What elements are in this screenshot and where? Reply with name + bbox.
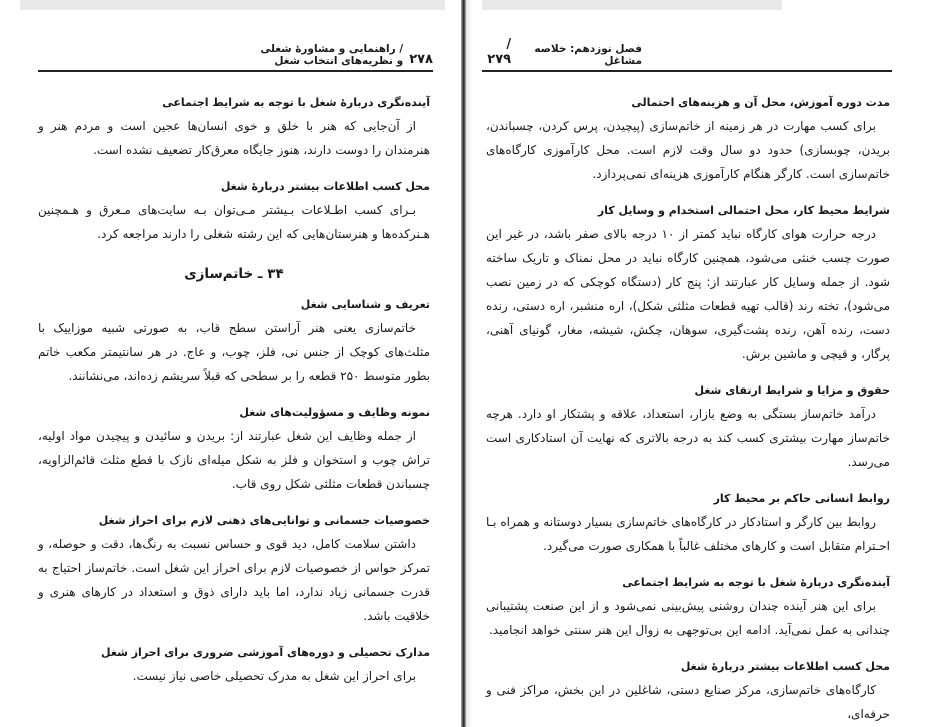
running-title: فصل نوزدهم: خلاصه مشاغل [534, 43, 642, 67]
running-title: / راهنمایی و مشاورهٔ شغلی و نظریه‌های انتخاب شغل [260, 43, 404, 67]
header-rule [38, 70, 433, 72]
section-heading: آینده‌نگری دربارهٔ شغل با توجه به شرایط اجتماعی [162, 96, 430, 109]
section-heading: خصوصیات جسمانی و توانایی‌های ذهنی لازم برای احراز شغل [98, 514, 430, 527]
chapter-title: ۳۴ ـ خاتم‌سازی [184, 266, 284, 282]
section-body: از آن‌جایی که هنر با خلق و خوی انسان‌ها عجین است و مردم هنر و هنرمندان را دوست دارند، هنوز جایگاه معرق‌کار تضعیف نشده است. [38, 119, 430, 157]
section-heading: روابط انسانی حاکم بر محیط کار [713, 492, 890, 505]
scan-edge [482, 0, 782, 10]
header-rule [482, 70, 892, 72]
section-body: روابط بین کارگر و استادکار در کارگاه‌های خاتم‌سازی بسیار دوستانه و همراه بـا احـترام متقابل است و کارهای مختلف غالباً با همکاری صورت می‌گیرد. [486, 515, 890, 553]
left-page-content [38, 92, 430, 688]
section-heading: محل کسب اطلاعات بیشتر دربارهٔ شغل [680, 660, 890, 673]
section-heading: مدت دوره آموزش، محل آن و هزینه‌های احتمالی [631, 96, 890, 109]
left-page [0, 0, 461, 727]
section-body: برای این هنر آینده چندان روشنی پیش‌بینی نمی‌شود و از این صنعت پشتیبانی چندانی به عمل نمی‌آید. ادامه این بی‌توجهی به زوال این هنر سنتی خواهد انجامید. [486, 599, 890, 637]
left-page-header [253, 43, 433, 67]
section-heading: محل کسب اطلاعات بیشتر دربارهٔ شغل [220, 180, 430, 193]
section-heading: تعریف و شناسایی شغل [300, 298, 430, 311]
section-body: درجه حرارت هوای کارگاه نباید کمتر از ۱۰ درجه بالای صفر باشد، در غیر این صورت چسب خنثی می‌شود، همچنین کارگاه نباید در محل نمناک و تاریک ساخته شود. از جمله وسایل کار عبارتند از: پنج کار (دستگاه کوچکی که در زمین نصب می‌شود)، تخته رند (قالب تهیه قطعات مثلثی شکل)، اره منشبر، اره دستی، رنده دست، رنده آهن، رنده پشت‌گیری، سوهان، چکش، شیشه، مغار، گونیای آهنی، پرگار، و قیچی و ماشین برش. [486, 227, 890, 361]
section-heading: شرایط محیط کار، محل احتمالی استخدام و وسایل کار [597, 204, 890, 217]
section-heading: آینده‌نگری دربارهٔ شغل با توجه به شرایط اجتماعی [622, 576, 890, 589]
section-body: درآمد خاتم‌ساز بستگی به وضع بازار، استعداد، علاقه و پشتکار او دارد. هرچه خاتم‌ساز مهارت بیشتری کسب کند به درجه بالاتری که نهایت آن استادکاری است می‌رسد. [486, 407, 890, 469]
right-page-header [482, 37, 642, 67]
section-body: برای کسب مهارت در هر زمینه از خاتم‌سازی (پیچیدن، پرس کردن، چسباندن، بریدن، چوبسازی) حدود دو سال وقت لازم است. محل کارآموزی کارگاه‌های خاتم‌سازی است. کارگر هنگام کارآموزی هزینه‌ای نمی‌پردازد. [486, 119, 890, 181]
section-body: از جمله وظایف این شغل عبارتند از: بریدن و سائیدن و پیچیدن مواد اولیه، تراش چوب و استخوان و فلز به شکل میله‌ای نازک با قطع مثلث قائم‌الزاویه، چسباندن قطعات مثلثی شکل روی قاب. [38, 429, 430, 491]
page-number: / ۲۷۹ [487, 37, 512, 67]
section-body: برای احراز این شغل به مدرک تحصیلی خاصی نیاز نیست. [132, 669, 416, 683]
section-heading: مدارک تحصیلی و دوره‌های آموزشی ضروری برای احراز شغل [101, 646, 430, 659]
section-body: کارگاه‌های خاتم‌سازی، مرکز صنایع دستی، شاغلین در این بخش، مراکز فنی و حرفه‌ای، [486, 683, 890, 721]
right-page [472, 0, 937, 727]
right-page-content [486, 92, 890, 726]
page-number: ۲۷۸ [409, 52, 433, 67]
section-body: بـرای کسب اطـلاعات بـیشتر مـی‌توان بـه سایت‌های مـعرق و هـمچنین هـنرکده‌ها و هنرستان‌هایی که این رشته شغلی را دارند مراجعه کرد. [38, 203, 430, 241]
section-body: داشتن سلامت کامل، دید قوی و حساس نسبت به رنگ‌ها، دقت و حوصله، و تمرکز حواس از خصوصیات لازم برای احراز این شغل است. خاتم‌ساز احتیاج به قدرت جسمانی زیاد ندارد، اما باید دارای ذوق و استعداد در کارهای هنری و خلاقیت باشد. [38, 537, 430, 623]
section-heading: نمونه وظایف و مسؤولیت‌های شغل [239, 406, 430, 419]
section-heading: حقوق و مزایا و شرایط ارتقای شغل [694, 384, 890, 397]
scan-edge [20, 0, 445, 10]
section-body: خاتم‌سازی یعنی هنر آراستن سطح قاب، به صورتی شبیه موزاییک با مثلث‌های کوچک از جنس نی، فلز، چوب، و عاج. در هر سانتیمتر مکعب خاتم بطور متوسط ۲۵۰ قطعه را بر سطحی که قبلاً سریشم زده‌اند، می‌نشانند. [38, 321, 430, 383]
